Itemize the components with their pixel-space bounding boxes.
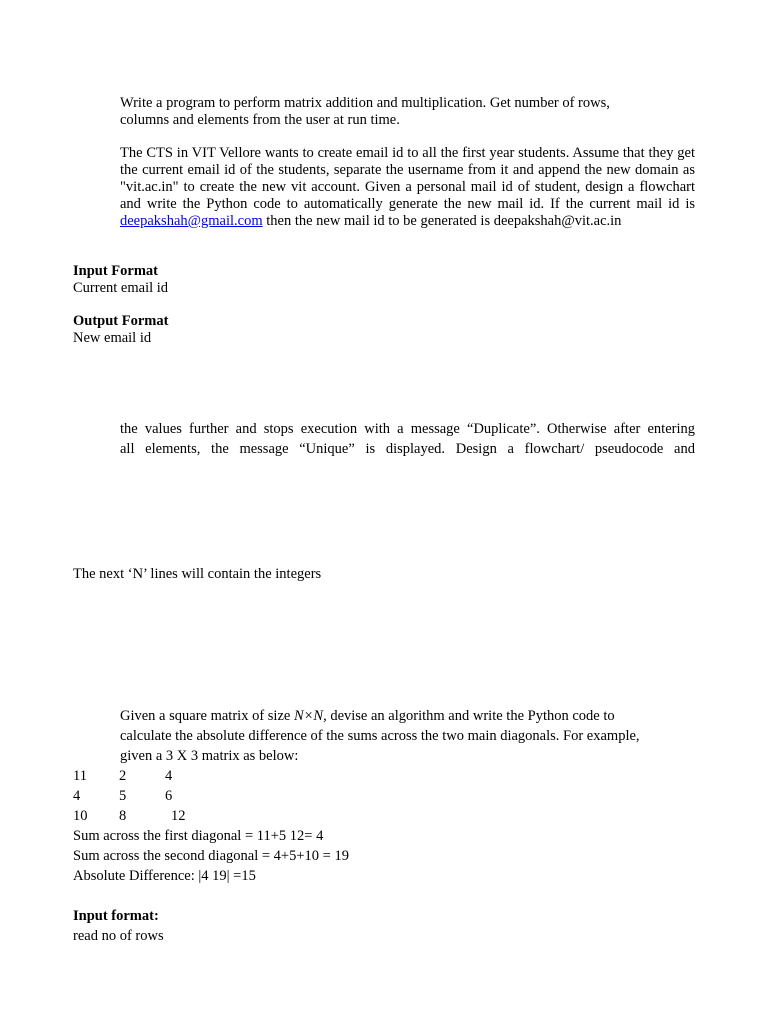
matrix-cell: 10 xyxy=(73,808,88,824)
q2-new-mail: deepakshah@vit.ac.in xyxy=(493,213,622,229)
q2-paragraph xyxy=(120,145,695,230)
q2-text-end: then the new mail id to be generated is xyxy=(266,213,491,229)
q1-paragraph xyxy=(120,95,695,129)
matrix-cell: 2 xyxy=(119,768,127,784)
q3-line-2: all elements, the message “Unique” is displayed. Design a flowchart/ pseudocode and xyxy=(120,441,695,457)
q1-line-1: Write a program to perform matrix addition and multiplication. Get number of rows, xyxy=(120,95,610,111)
q2-input-heading: Input Format xyxy=(73,263,158,279)
sum-first-diagonal: Sum across the first diagonal = 11+5 12= 4 xyxy=(73,828,324,844)
q5-intro-line-1 xyxy=(120,706,695,726)
q5-intro-line-2: calculate the absolute difference of the sums across the two main diagonals. For example, xyxy=(120,728,640,744)
q2-input-text: Current email id xyxy=(73,280,169,296)
matrix-cell: 6 xyxy=(165,788,173,804)
matrix-cell: 8 xyxy=(119,808,127,824)
sum-second-diagonal: Sum across the second diagonal = 4+5+10 = 19 xyxy=(73,848,349,864)
q5-intro-n: N×N, xyxy=(293,708,327,724)
q5-intro-b: devise an algorithm and write the Python code to xyxy=(326,708,615,724)
q2-text-start: The CTS in VIT Vellore wants to create email id to all the first year students. Assume that they get the current email id of the students, separate the username from it and append the new domain as "vit.ac.in" to create the new vit account. Given a personal mail id of student, design a flowchart and write the Python code to automatically generate the new mail id. If the current mail id is xyxy=(120,145,695,212)
matrix-cell: 5 xyxy=(119,788,127,804)
absolute-difference: Absolute Difference: |4 19| =15 xyxy=(73,868,256,884)
email-link[interactable]: deepakshah@gmail.com xyxy=(120,213,263,229)
q5-input-heading: Input format: xyxy=(73,908,159,924)
matrix-cell: 12 xyxy=(171,808,186,824)
q5-input-text: read no of rows xyxy=(73,928,164,944)
q1-line-2: columns and elements from the user at run time. xyxy=(120,112,400,128)
q2-output-text: New email id xyxy=(73,330,152,346)
q3-line-1: the values further and stops execution with a message “Duplicate”. Otherwise after entering xyxy=(120,421,695,437)
matrix-cell: 11 xyxy=(73,768,87,784)
q4-line-1: The next ‘N’ lines will contain the integers xyxy=(73,566,322,582)
matrix-cell: 4 xyxy=(73,788,81,804)
matrix-cell: 4 xyxy=(165,768,173,784)
q5-intro-line-3: given a 3 X 3 matrix as below: xyxy=(120,748,299,764)
q5-intro-a: Given a square matrix of size xyxy=(120,708,294,724)
q2-output-heading: Output Format xyxy=(73,313,169,329)
